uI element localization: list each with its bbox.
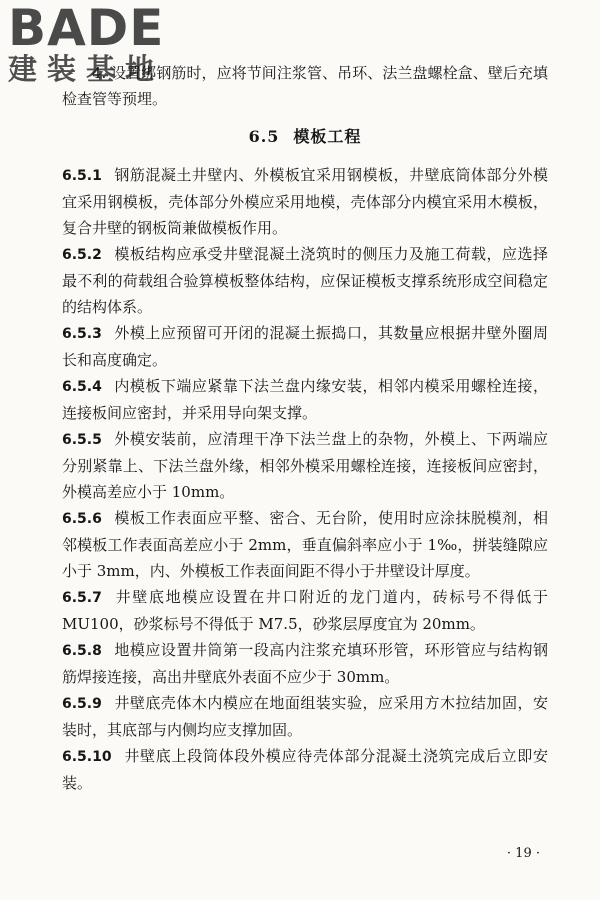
clause bbox=[62, 690, 548, 743]
clause-number: 6.5.4 bbox=[62, 379, 102, 395]
logo-chinese-text: 建装基地 bbox=[8, 52, 165, 86]
clause bbox=[62, 320, 548, 373]
clause-number: 6.5.2 bbox=[62, 247, 102, 263]
clause-text: 模板结构应承受井壁混凝土浇筑时的侧压力及施工荷载，应选择最不利的荷载组合验算模板整体结构，应保证模板支撑系统形成空间稳定的结构体系。 bbox=[62, 245, 548, 316]
clause bbox=[62, 637, 548, 690]
clause-number: 6.5.10 bbox=[62, 749, 112, 765]
section-number: 6.5 bbox=[248, 127, 280, 146]
clause bbox=[62, 584, 548, 637]
clause-number: 6.5.6 bbox=[62, 511, 102, 527]
section-heading bbox=[62, 124, 548, 150]
clause bbox=[62, 241, 548, 320]
clause-text: 井壁底壳体木内模应在地面组装实验，应采用方木拉结加固，安装时，其底部与内侧均应支撑加固。 bbox=[62, 694, 548, 739]
clause-text: 地模应设置井筒第一段高内注浆充填环形管，环形管应与结构钢筋焊接连接，高出井壁底外表面不应少于 30mm。 bbox=[62, 641, 548, 686]
clause-number: 6.5.5 bbox=[62, 432, 102, 448]
clause-text: 钢筋混凝土井壁内、外模板宜采用钢模板，井壁底筒体部分外模宜采用钢模板，壳体部分外模应采用地模，壳体部分内模宜采用木模板，复合井壁的钢板筒兼做模板作用。 bbox=[62, 166, 548, 237]
clause bbox=[62, 426, 548, 505]
clause bbox=[62, 505, 548, 584]
clause bbox=[62, 162, 548, 241]
page-number: · 19 · bbox=[506, 846, 540, 861]
clause-number: 6.5.1 bbox=[62, 168, 102, 184]
clause bbox=[62, 743, 548, 796]
clause-text: 内模板下端应紧靠下法兰盘内缘安装，相邻内模采用螺栓连接，连接板间应密封，并采用导向架支撑。 bbox=[62, 377, 548, 422]
logo-latin-text: BADE bbox=[8, 0, 165, 57]
clause-number: 6.5.3 bbox=[62, 326, 102, 342]
clause-text: 外模安装前，应清理干净下法兰盘上的杂物，外模上、下两端应分别紧靠上、下法兰盘外缘，相邻外模采用螺栓连接，连接板间应密封，外模高差应小于 10mm。 bbox=[62, 430, 548, 501]
document-body bbox=[62, 60, 548, 796]
clause-number: 6.5.8 bbox=[62, 643, 102, 659]
clause bbox=[62, 373, 548, 426]
intro-paragraph: 4. 设置绑钢筋时，应将节间注浆管、吊环、法兰盘螺栓盒、壁后充填检查管等预埋。 bbox=[62, 64, 548, 108]
clause-text: 外模上应预留可开闭的混凝土振捣口，其数量应根据井壁外圈周长和高度确定。 bbox=[62, 324, 548, 369]
clause-number: 6.5.7 bbox=[62, 590, 102, 606]
clause-number: 6.5.9 bbox=[62, 696, 102, 712]
section-title: 模板工程 bbox=[293, 127, 362, 146]
clause-text: 井壁底地模应设置在井口附近的龙门道内，砖标号不得低于 MU100，砂浆标号不得低于 M7.5，砂浆层厚度宜为 20mm。 bbox=[62, 588, 548, 633]
clause-text: 井壁底上段筒体段外模应待壳体部分混凝土浇筑完成后立即安装。 bbox=[62, 747, 548, 792]
clause-text: 模板工作表面应平整、密合、无台阶，使用时应涂抹脱模剂，相邻模板工作表面高差应小于 2mm，垂直偏斜率应小于 1‰，拼装缝隙应小于 3mm，内、外模板工作表面间距不得小于井壁设计厚度。 bbox=[62, 509, 548, 580]
